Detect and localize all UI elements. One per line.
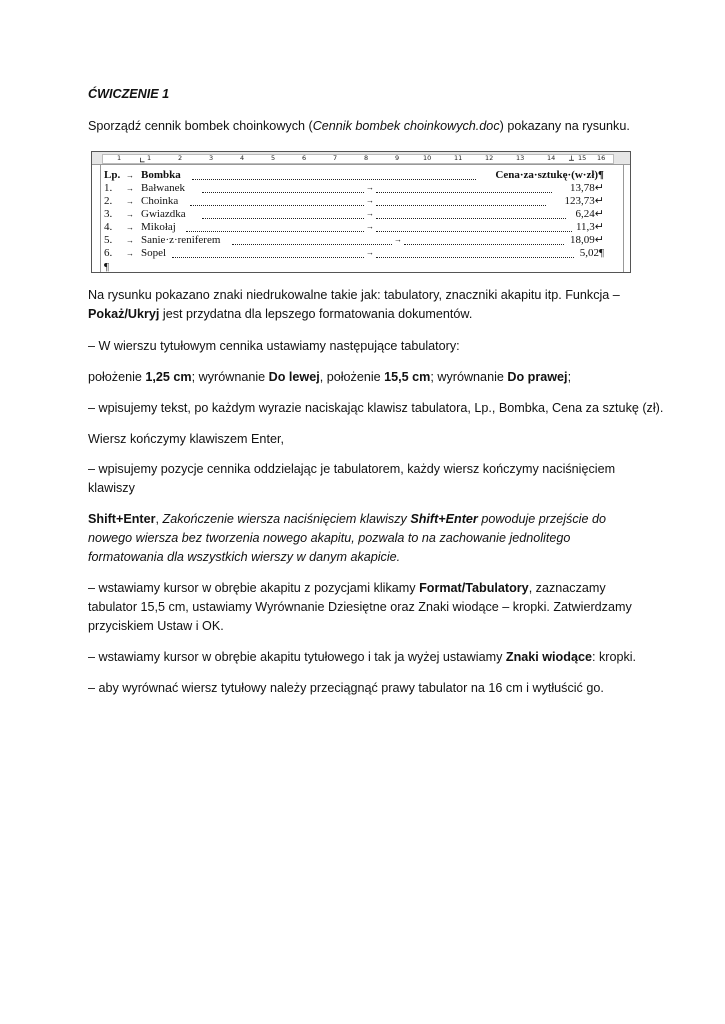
row-name: Choinka: [141, 195, 179, 207]
leader-dots: [172, 257, 364, 258]
p7-bold-italic: Shift+Enter: [410, 512, 478, 526]
price-row: [104, 182, 604, 195]
p1-text: Na rysunku pokazano znaki niedrukowalne takie jak: tabulatory, znaczniki akapitu itp. Funkcja –: [88, 288, 620, 302]
ruler-number: 16: [597, 154, 606, 162]
leader-dots: [376, 218, 566, 219]
row-lp: 3.: [104, 208, 113, 220]
ruler-number: 4: [240, 154, 245, 162]
p8-bold: Format/Tabulatory: [419, 581, 529, 595]
leader-dots: [376, 257, 574, 258]
p7-text: ,: [155, 512, 163, 526]
p7-italic: Zakończenie wiersza naciśnięciem klawiszy: [162, 512, 411, 526]
margin-line: [100, 165, 101, 272]
ruler-number: 11: [454, 154, 463, 162]
leader-dots: [376, 205, 546, 206]
paragraph-10: – aby wyrównać wiersz tytułowy należy przeciągnąć prawy tabulator na 16 cm i wytłuścić go.: [88, 681, 604, 695]
p3-text: położenie: [88, 370, 146, 384]
paragraph-5: Wiersz kończymy klawiszem Enter,: [88, 432, 284, 446]
header-lp: Lp.: [104, 169, 121, 181]
p1-bold: Pokaż/Ukryj: [88, 307, 160, 321]
p3-bold: 15,5 cm: [384, 370, 431, 384]
price-list-figure: [91, 151, 631, 273]
leader-dots: [232, 244, 392, 245]
row-name: Gwiazdka: [141, 208, 186, 220]
p8-text: – wstawiamy kursor w obrębie akapitu z pozycjami klikamy: [88, 581, 420, 595]
price-row: [104, 247, 604, 260]
tab-arrow-icon: →: [126, 171, 134, 180]
price-row: [104, 221, 604, 234]
row-price: 13,78↵: [570, 182, 604, 194]
row-lp: 6.: [104, 247, 113, 259]
price-row: [104, 208, 604, 221]
margin-line: [623, 165, 624, 272]
leader-dots: [376, 192, 552, 193]
exercise-title: ĆWICZENIE 1: [88, 87, 170, 101]
p3-bold: Do prawej: [507, 370, 568, 384]
ruler-number: 2: [178, 154, 183, 162]
right-tab-stop-icon: ┴: [569, 156, 574, 165]
tab-arrow-icon: →: [366, 183, 374, 192]
left-tab-stop-icon: ∟: [139, 156, 146, 165]
ruler-number: 14: [547, 154, 556, 162]
tab-arrow-icon: →: [126, 210, 134, 219]
leader-dots: [404, 244, 564, 245]
ruler-number: 15: [578, 154, 587, 162]
ruler: [92, 152, 630, 165]
paragraph-2: – W wierszu tytułowym cennika ustawiamy następujące tabulatory:: [88, 339, 460, 353]
ruler-number: 1: [147, 154, 152, 162]
p7-bold: Shift+Enter: [88, 512, 156, 526]
tab-arrow-icon: →: [126, 197, 134, 206]
leader-dots: [192, 179, 476, 180]
ruler-number: 5: [271, 154, 276, 162]
row-name: Sopel: [141, 247, 167, 259]
paragraph-mark: ¶: [104, 261, 109, 273]
row-lp: 5.: [104, 234, 113, 246]
tab-arrow-icon: →: [366, 248, 374, 257]
ruler-number: 6: [302, 154, 307, 162]
price-row: [104, 234, 604, 247]
tab-arrow-icon: →: [126, 223, 134, 232]
p3-bold: 1,25 cm: [145, 370, 192, 384]
row-name: Bałwanek: [141, 182, 185, 194]
leader-dots: [190, 205, 364, 206]
header-price: Cena·za·sztukę·(w·zł)¶: [495, 169, 604, 181]
ruler-number: 8: [364, 154, 369, 162]
paragraph-3: [88, 368, 648, 387]
p3-text: ;: [567, 370, 572, 384]
p3-text: ; wyrównanie: [430, 370, 508, 384]
p9-text: : kropki.: [591, 650, 637, 664]
row-price: 18,09↵: [570, 234, 604, 246]
paragraph-6: – wpisujemy pozycje cennika oddzielając je tabulatorem, każdy wiersz kończymy naciśnięciem klawiszy: [88, 462, 616, 495]
ruler-number: 1: [117, 154, 122, 162]
p3-text: ; wyrównanie: [191, 370, 269, 384]
header-row: [104, 169, 604, 182]
p7-italic: powoduje przejście do nowego wiersza bez tworzenia nowego akapitu, pozwala to na zachowanie jednolitego formatowania dla wszystkich wierszy w danym akapicie.: [88, 512, 606, 564]
ruler-number: 3: [209, 154, 214, 162]
tab-arrow-icon: →: [126, 249, 134, 258]
row-price: 123,73↵: [564, 195, 604, 207]
leader-dots: [202, 218, 364, 219]
ruler-number: 12: [485, 154, 494, 162]
tab-arrow-icon: →: [366, 222, 374, 231]
paragraph-9: [88, 648, 668, 667]
intro-text-after: ) pokazany na rysunku.: [499, 119, 630, 133]
row-lp: 4.: [104, 221, 113, 233]
p3-bold: Do lewej: [268, 370, 320, 384]
p3-text: , położenie: [319, 370, 385, 384]
tab-arrow-icon: →: [126, 236, 134, 245]
leader-dots: [376, 231, 572, 232]
row-price: 11,3↵: [575, 221, 604, 233]
tab-arrow-icon: →: [126, 184, 134, 193]
paragraph-8: [88, 579, 648, 636]
tab-arrow-icon: →: [366, 209, 374, 218]
p9-text: – wstawiamy kursor w obrębie akapitu tytułowego i tak ja wyżej ustawiamy: [88, 650, 506, 664]
tab-arrow-icon: →: [366, 196, 374, 205]
ruler-number: 10: [423, 154, 432, 162]
p9-bold: Znaki wiodące: [505, 650, 592, 664]
intro-filename: Cennik bombek choinkowych.doc: [312, 119, 500, 133]
row-name: Mikołaj: [141, 221, 176, 233]
row-lp: 2.: [104, 195, 113, 207]
paragraph-7: [88, 510, 648, 567]
paragraph-4: – wpisujemy tekst, po każdym wyrazie naciskając klawisz tabulatora, Lp., Bombka, Cena za sztukę (zł).: [88, 401, 664, 415]
row-lp: 1.: [104, 182, 113, 194]
row-name: Sanie·z·reniferem: [141, 234, 221, 246]
document-preview: [92, 165, 630, 272]
paragraph-1: [88, 286, 648, 324]
row-price: 6,24↵: [575, 208, 604, 220]
leader-dots: [186, 231, 364, 232]
leader-dots: [202, 192, 364, 193]
p8-text: , zaznaczamy tabulator 15,5 cm, ustawiamy Wyrównanie Dziesiętne oraz Znaki wiodące – kropki. Zatwierdzamy przyciskiem Ustaw i OK.: [88, 581, 632, 633]
p1-text: jest przydatna dla lepszego formatowania dokumentów.: [159, 307, 473, 321]
price-row: [104, 195, 604, 208]
header-name: Bombka: [141, 169, 181, 181]
tab-arrow-icon: →: [394, 235, 402, 244]
row-price: 5,02¶: [579, 247, 604, 259]
ruler-number: 9: [395, 154, 400, 162]
ruler-number: 7: [333, 154, 338, 162]
ruler-track: [102, 154, 614, 164]
intro-paragraph: [88, 117, 648, 136]
ruler-number: 13: [516, 154, 525, 162]
intro-text-before: Sporządź cennik bombek choinkowych (: [88, 119, 313, 133]
